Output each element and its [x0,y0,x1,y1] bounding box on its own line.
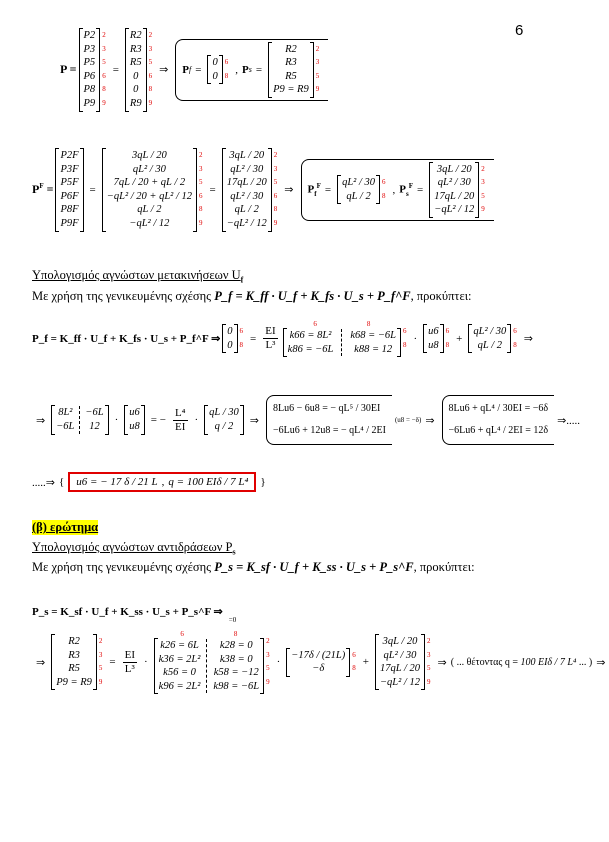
pF-simplified: 3qL / 20 qL² / 30 17qL / 20 qL² / 30 qL / 2 −qL² / 12 [222,148,272,232]
equation-3: P_f = K_ff · U_f + K_fs · U_s + P_f^F ⇒ 0 0 6 8 = $\frac{EI}{\text{L³}}$ 6 8 k66 = 8L² k86 = −6L k68 = −6L k88 = 12 6 8 · u6 u8 6 8 + qL² / 30 qL / 2 6 8 ⇒ [32,320,537,357]
split-brace: P f = 0 0 6 8 , P s = R2 R3 R5 P9 = R9 2 3 5 9 [175,39,328,101]
page-number: 6 [515,22,524,39]
dof-index: 2 3 5 6 8 9 [148,31,153,107]
p-vector: P2 P3 P5 P6 P8 P9 [79,28,101,112]
result-box-row: .....⇒ { u6 = − 17 δ / 21 L , q = 100 EIδ / 7 L⁴ } [32,472,270,492]
generalized-relation-line: Με χρήση της γενικευμένης σχέσης P_f = K_ff · U_f + K_fs · U_s + P_f^F, προκύπτει: [32,289,472,303]
pf-vector: 0 0 [207,55,222,84]
ps-vector: R2 R3 R5 P9 = R9 [268,42,314,98]
p-label: P = [60,62,77,77]
pF-expanded: 3qL / 20 qL² / 30 7qL / 20 + qL / 2 −qL² / 20 + qL² / 12 qL / 2 −qL² / 12 [102,148,197,232]
equation-6: P_s = K_sf · U_f + K_ss · U_s + P_s^F ⇒ =0 [32,605,237,624]
equation-4: ⇒ 8L² −6L −6L 12 · u6 u8 = − $\frac{\text{L⁴}}{EI}$ · qL / 30 q / 2 ⇒ 8Lu6 − 6u8 = − qL⁵ / 30EI −6Lu6 + 12u8 = − qL⁴ / 2EI (u8 = −δ) ⇒ 8Lu6 + qL⁴ / 30EI = −6δ −6Lu6 + qL⁴ / 2EI = 12δ ⇒..... [32,395,580,445]
dof-index: 2 3 5 6 8 9 [102,31,106,107]
generalized-relation-line-2: Με χρήση της γενικευμένης σχέσης P_s = K_sf · U_f + K_ss · U_s + P_s^F, προκύπτει: [32,560,475,574]
equation-1: P = P2 P3 P5 P6 P8 P9 2 3 5 6 8 9 = R2 R3 R5 0 0 R9 2 3 5 6 8 9 ⇒ P f = 0 0 6 8 , P s = R2 R3 R5 P9 = R9 2 3 5 9 [60,28,331,112]
heading-reactions: Υπολογισμός αγνώστων αντιδράσεων $P_s$ [32,540,236,557]
equation-7: ⇒ R2 R3 R5 P9 = R9 2 3 5 9 = $\frac{EI}{\text{L³}}$ · 6 8 k26 = 6L k36 = 2L² k56 = 0 k96 = 2L² k28 = 0 k38 = 0 k58 = −12 k98 = −6L 2 3 5 9 · −17δ / (21L) −δ 6 8 + 3qL / 20 qL² / 30 17qL / 20 −qL² / 12 2 3 5 9 ⇒ ( ... θέτοντας q = 100 EIδ / 7 L⁴ ... ) ⇒ [32,630,609,694]
r-vector: R2 R3 R5 0 0 R9 [125,28,147,112]
substitution-note: ( ... θέτοντας q = 100 EIδ / 7 L⁴ ... ) [450,656,593,668]
question-beta: (β) ερώτημα [32,520,99,534]
heading-displacements: Υπολογισμός αγνώστων μετακινήσεων $U_f$ [32,268,244,285]
result-box: u6 = − 17 δ / 21 L , q = 100 EIδ / 7 L⁴ [68,472,256,492]
equation-2: $P^F$ = P2F P3F P5F P6F P8F P9F = 3qL / 20 qL² / 30 7qL / 20 + qL / 2 −qL² / 20 + qL² / 12 qL / 2 −qL² / 12 2 3 5 6 8 9 = 3qL / 20 qL² / 30 17qL / 20 qL² / 30 qL / 2 −qL² / 12 2 3 5 6 8 9 ⇒ $P_f^F$ = qL² / 30 qL / 2 6 8 , $P_s^F$ = 3qL / 20 qL² / 30 17qL / 20 −qL² / 12 2 3 5 9 [32,148,497,232]
pF-vector: P2F P3F P5F P6F P8F P9F [55,148,83,232]
reaction-vector: R2 R3 R5 P9 = R9 [51,634,97,690]
split-brace: $P_f^F$ = qL² / 30 qL / 2 6 8 , $P_s^F$ = 3qL / 20 qL² / 30 17qL / 20 −qL² / 12 2 3 5 9 [301,159,494,221]
